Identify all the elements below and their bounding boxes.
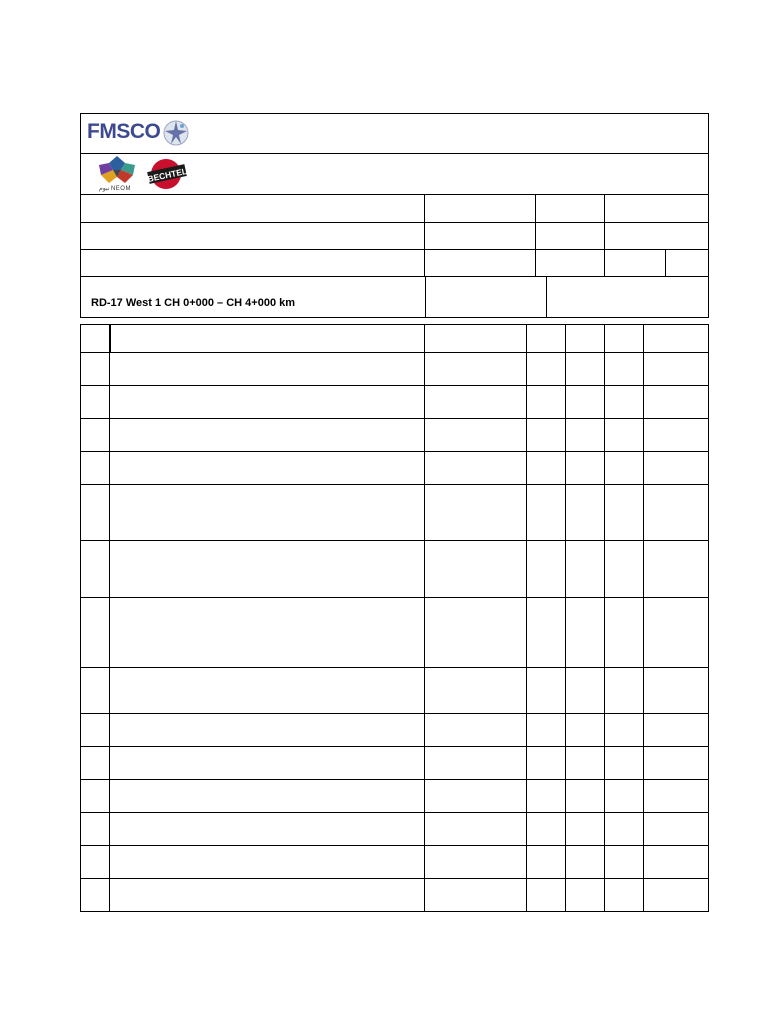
- table-row-separator: [80, 484, 709, 485]
- table-row-separator: [80, 779, 709, 780]
- table-row-separator: [80, 385, 709, 386]
- table-row-separator: [80, 713, 709, 714]
- table-col-separator: [109, 324, 110, 912]
- table-row-separator: [80, 597, 709, 598]
- table-row-separator: [80, 746, 709, 747]
- table-col-separator-thick: [110, 324, 111, 352]
- neom-logo: [95, 155, 139, 185]
- fmsco-logo-text: FMSCO: [87, 120, 161, 143]
- header-divider-4: [80, 249, 709, 250]
- table-row-separator: [80, 812, 709, 813]
- table-row-separator: [80, 352, 709, 353]
- table-col-separator: [604, 324, 605, 912]
- table-row-separator: [80, 418, 709, 419]
- info-col-divider: [665, 249, 666, 276]
- header-divider-3: [80, 222, 709, 223]
- info-col-divider: [424, 194, 425, 276]
- table-col-separator: [565, 324, 566, 912]
- header-divider-1: [80, 153, 709, 154]
- neom-logo-caption: ﻧﻴﻮﻡ NEOM: [99, 186, 131, 192]
- table-col-separator: [526, 324, 527, 912]
- header-divider-5: [80, 276, 709, 277]
- svg-text:BECHTEL: BECHTEL: [146, 165, 188, 185]
- star-globe-icon: [162, 117, 190, 149]
- project-col-divider: [546, 276, 547, 318]
- table-row-separator: [80, 667, 709, 668]
- table-row-separator: [80, 845, 709, 846]
- table-col-separator: [643, 324, 644, 912]
- bechtel-logo: [146, 157, 188, 191]
- info-col-divider: [535, 194, 536, 276]
- header-divider-2: [80, 194, 709, 195]
- table-row-separator: [80, 540, 709, 541]
- table-col-separator: [424, 324, 425, 912]
- info-col-divider: [604, 194, 605, 276]
- checklist-table: [80, 324, 709, 912]
- table-row-separator: [80, 878, 709, 879]
- project-location: RD-17 West 1 CH 0+000 – CH 4+000 km: [91, 297, 296, 309]
- table-row-separator: [80, 451, 709, 452]
- project-col-divider: [425, 276, 426, 318]
